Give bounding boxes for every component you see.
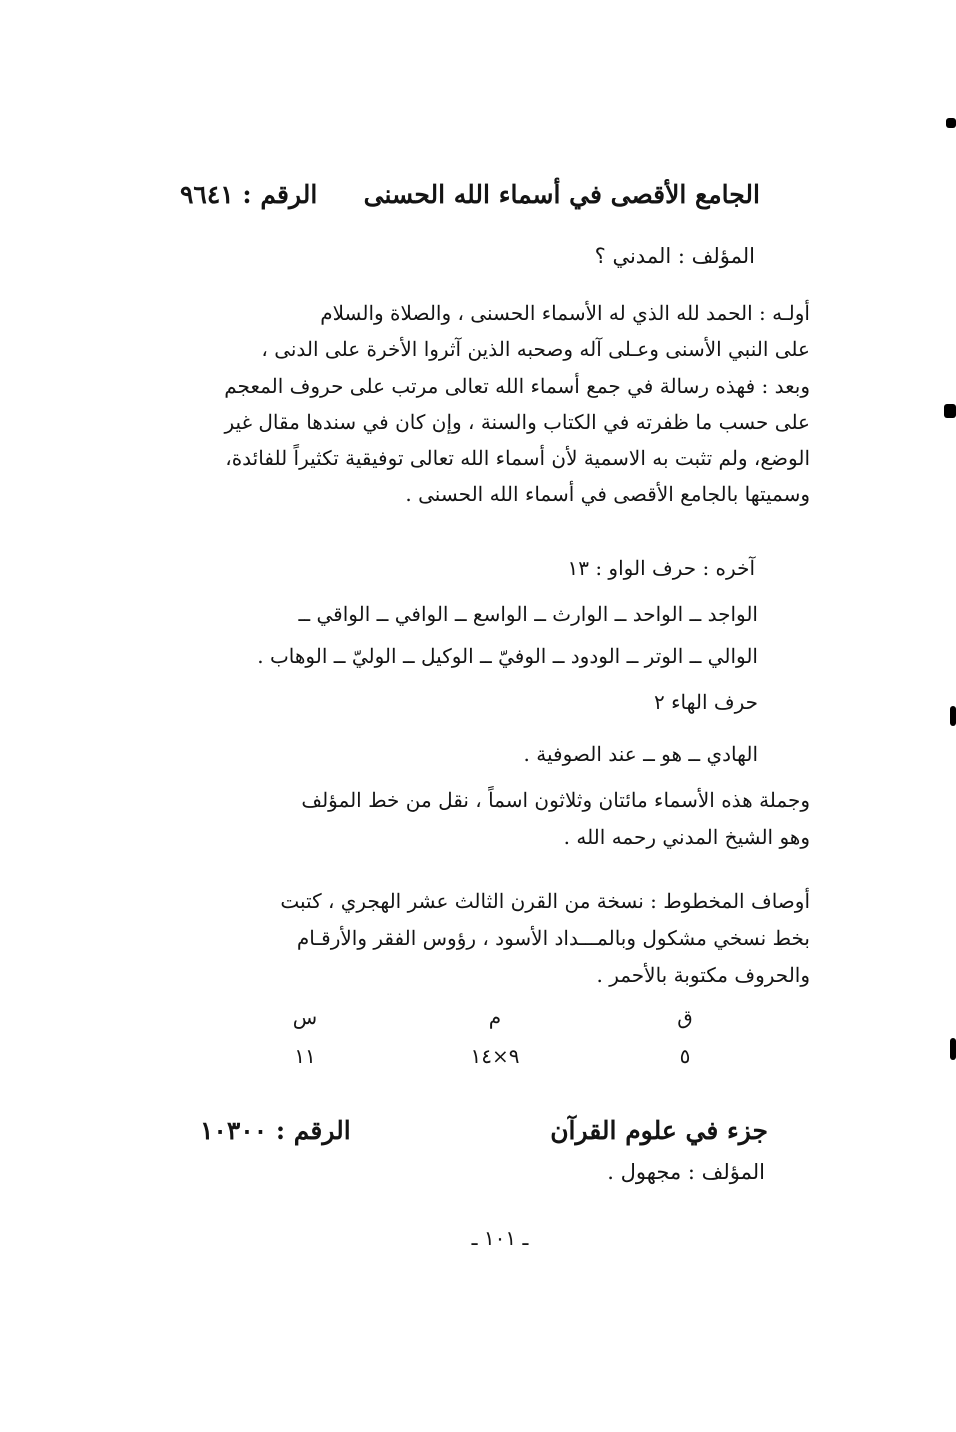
entry-1-incipit [168, 295, 810, 513]
waw-names-line: الواجد ــ الواحد ــ الوارث ــ الواسع ــ الوافي ــ الواقي ــ [298, 602, 758, 626]
haa-header: حرف الهاء ٢ [654, 690, 758, 714]
entry-1-author: المؤلف : المدني ؟ [594, 244, 755, 268]
entry-2-title: جزء في علوم القرآن [550, 1115, 768, 1145]
incipit-line: الوضع، ولم تثبت به الاسمية لأن أسماء الله تعالى توفيقية تكثيراً للفائدة، [225, 446, 810, 471]
entry-2-number: الرقم : ١٠٣٠٠ [200, 1115, 351, 1145]
total-line: وهو الشيخ المدني رحمه الله . [563, 825, 810, 849]
incipit-line: أولـه : الحمد لله الذي له الأسماء الحسنى ، والصلاة والسلام [320, 301, 810, 325]
haa-names: الهادي ــ هو ــ عند الصوفية . [523, 742, 758, 766]
measurement-header: س [292, 1005, 318, 1029]
scan-edge-mark [950, 706, 956, 726]
total-line: وجملة هذه الأسماء مائتان وثلاثون اسماً ، نقل من خط المؤلف [301, 788, 810, 812]
entry-1-heading [180, 172, 760, 216]
measurement-values [260, 1044, 730, 1074]
scan-edge-mark [944, 404, 956, 418]
entry-2-author: المؤلف : مجهول . [607, 1160, 765, 1184]
incipit-line: على حسب ما ظفرته في الكتاب والسنة ، وإن كان في سندها مقال غير [224, 409, 810, 434]
waw-names-line: الوالي ــ الوتر ــ الودود ــ الوفيّ ــ الوكيل ــ الوليّ ــ الوهاب . [257, 644, 758, 668]
description-line: والحروف مكتوبة بالأحمر . [596, 963, 810, 987]
description-line: بخط نسخي مشكول وبالمـــداد الأسود ، رؤوس الفقر والأرقـام [296, 926, 810, 950]
measurement-value: ٥ [679, 1044, 691, 1068]
entry-2-heading [200, 1108, 768, 1152]
measurement-value: ١١ [294, 1044, 316, 1068]
entry-1-explicit: آخره : حرف الواو : ١٣ [567, 556, 755, 580]
names-total [168, 782, 810, 856]
measurement-headers [260, 1005, 730, 1035]
incipit-line: وبعد : فهذه رسالة في جمع أسماء الله تعالى مرتب على حروف المعجم [224, 373, 810, 398]
entry-1-title: الجامع الأقصى في أسماء الله الحسنى [363, 179, 760, 209]
manuscript-description [168, 883, 810, 994]
incipit-line: على النبي الأسنى وعـلى آله وصحبه الذين آثروا الأخرة على الدنى ، [261, 337, 810, 362]
entry-1-number: الرقم : ٩٦٤١ [180, 179, 318, 209]
waw-names [168, 593, 758, 677]
incipit-line: وسميتها بالجامع الأقصى في أسماء الله الحسنى . [405, 482, 810, 507]
page-number: ـ ١٠١ ـ [471, 1226, 529, 1250]
measurement-header: ق [677, 1005, 693, 1029]
scan-edge-mark [950, 1038, 956, 1060]
measurement-header: م [488, 1005, 502, 1029]
description-line: أوصاف المخطوط : نسخة من القرن الثالث عشر الهجري ، كتبت [280, 889, 810, 913]
measurement-value: ٩×١٤ [470, 1044, 520, 1068]
scan-edge-mark [946, 118, 956, 128]
